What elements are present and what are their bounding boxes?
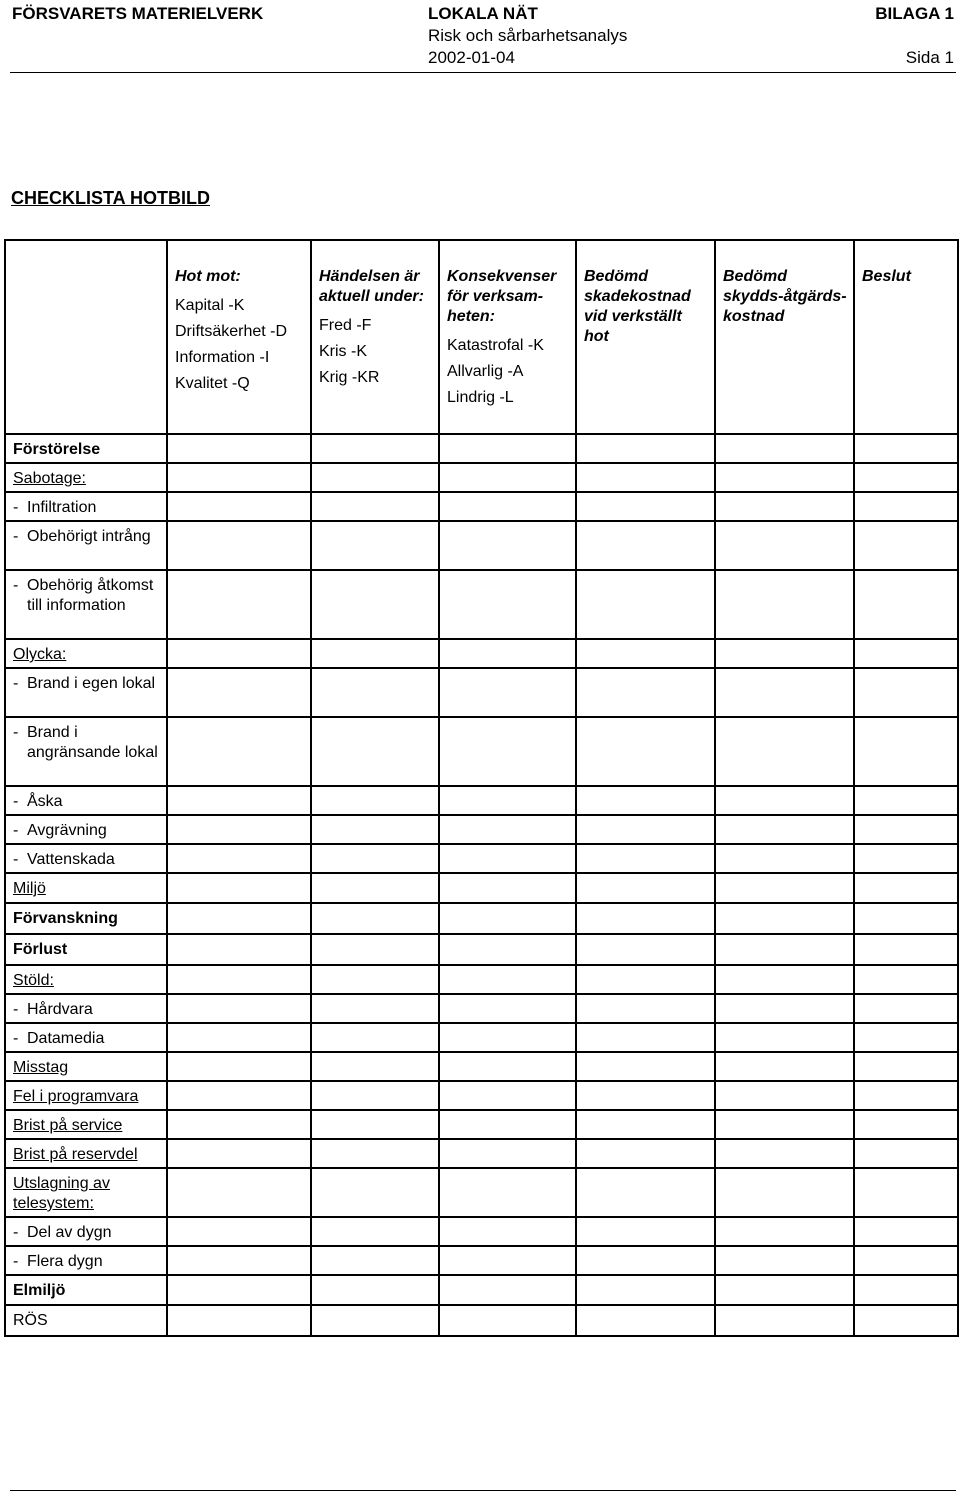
checklist-row [5, 934, 958, 965]
checklist-row [5, 873, 958, 903]
entry-cell-1[interactable] [167, 1246, 311, 1275]
column-header-1 [167, 240, 311, 434]
row-label-cell [5, 1023, 167, 1052]
row-label-cell [5, 844, 167, 873]
entry-cell-1[interactable] [167, 1217, 311, 1246]
row-label: RÖS [13, 1312, 48, 1329]
entry-cell-5[interactable] [715, 844, 854, 873]
entry-cell-5[interactable] [715, 1275, 854, 1305]
row-label-cell [5, 1081, 167, 1110]
entry-cell-3[interactable] [439, 815, 576, 844]
row-label-text: Hårdvara [27, 1001, 93, 1018]
row-label [13, 792, 160, 812]
entry-cell-6[interactable] [854, 1052, 958, 1081]
entry-cell-3[interactable] [439, 521, 576, 570]
entry-cell-3[interactable] [439, 1275, 576, 1305]
entry-cell-2[interactable] [311, 570, 439, 639]
bullet-dash: - [13, 577, 19, 594]
entry-cell-1[interactable] [167, 717, 311, 786]
entry-cell-1[interactable] [167, 934, 311, 965]
checklist-row [5, 434, 958, 463]
entry-cell-5[interactable] [715, 1081, 854, 1110]
checklist-row [5, 844, 958, 873]
entry-cell-6[interactable] [854, 1168, 958, 1217]
entry-cell-4[interactable] [576, 1081, 715, 1110]
row-label [13, 723, 160, 763]
column-header-6 [854, 240, 958, 434]
entry-cell-1[interactable] [167, 492, 311, 521]
entry-cell-6[interactable] [854, 717, 958, 786]
column-option: Allvarlig -A [447, 363, 524, 380]
checklist-row [5, 1305, 958, 1336]
entry-cell-2[interactable] [311, 717, 439, 786]
entry-cell-3[interactable] [439, 844, 576, 873]
column-header-2 [311, 240, 439, 434]
entry-cell-5[interactable] [715, 934, 854, 965]
entry-cell-6[interactable] [854, 434, 958, 463]
header-row [5, 240, 958, 434]
checklist-row [5, 994, 958, 1023]
checklist-row [5, 1139, 958, 1168]
checklist-row [5, 668, 958, 717]
row-label [13, 527, 160, 547]
column-option: Lindrig -L [447, 389, 514, 406]
entry-cell-5[interactable] [715, 463, 854, 492]
entry-cell-2[interactable] [311, 994, 439, 1023]
entry-cell-5[interactable] [715, 717, 854, 786]
entry-cell-3[interactable] [439, 639, 576, 668]
checklist-table [4, 239, 959, 1337]
row-label-text: Datamedia [27, 1030, 105, 1047]
entry-cell-3[interactable] [439, 1305, 576, 1336]
bullet-dash: - [13, 822, 19, 839]
column-option: Driftsäkerhet -D [175, 323, 288, 340]
entry-cell-4[interactable] [576, 844, 715, 873]
row-label-text: Brand i angränsande lokal [27, 724, 158, 761]
entry-cell-2[interactable] [311, 639, 439, 668]
row-label-text: Del av dygn [27, 1224, 112, 1241]
entry-cell-5[interactable] [715, 1023, 854, 1052]
entry-cell-1[interactable] [167, 570, 311, 639]
entry-cell-5[interactable] [715, 639, 854, 668]
row-label [13, 850, 160, 870]
checklist-row [5, 903, 958, 934]
entry-cell-4[interactable] [576, 717, 715, 786]
entry-cell-6[interactable] [854, 1023, 958, 1052]
checklist-row [5, 463, 958, 492]
checklist-row [5, 1275, 958, 1305]
entry-cell-2[interactable] [311, 815, 439, 844]
entry-cell-4[interactable] [576, 934, 715, 965]
entry-cell-4[interactable] [576, 639, 715, 668]
org-name: FÖRSVARETS MATERIELVERK [12, 4, 264, 23]
column-header-3 [439, 240, 576, 434]
entry-cell-5[interactable] [715, 873, 854, 903]
entry-cell-2[interactable] [311, 521, 439, 570]
checklist-row [5, 1246, 958, 1275]
row-label: Miljö [13, 880, 46, 897]
entry-cell-1[interactable] [167, 639, 311, 668]
column-option: Katastrofal -K [447, 337, 544, 354]
row-label: Förstörelse [13, 441, 101, 458]
checklist-row [5, 639, 958, 668]
row-label: Elmiljö [13, 1282, 66, 1299]
entry-cell-4[interactable] [576, 965, 715, 994]
checklist-row [5, 1217, 958, 1246]
entry-cell-6[interactable] [854, 1217, 958, 1246]
row-label: Brist på reservdel [13, 1146, 138, 1163]
entry-cell-4[interactable] [576, 492, 715, 521]
column-header-4 [576, 240, 715, 434]
document-title: LOKALA NÄT [428, 4, 538, 23]
row-label-cell [5, 434, 167, 463]
entry-cell-1[interactable] [167, 434, 311, 463]
entry-cell-5[interactable] [715, 492, 854, 521]
entry-cell-6[interactable] [854, 1275, 958, 1305]
entry-cell-6[interactable] [854, 570, 958, 639]
document-date: 2002-01-04 [428, 48, 515, 67]
entry-cell-2[interactable] [311, 786, 439, 815]
entry-cell-2[interactable] [311, 1052, 439, 1081]
entry-cell-5[interactable] [715, 815, 854, 844]
bullet-dash: - [13, 724, 19, 741]
row-label: Misstag [13, 1059, 69, 1076]
entry-cell-2[interactable] [311, 1275, 439, 1305]
entry-cell-1[interactable] [167, 815, 311, 844]
column-title: Konsekvenser för verksam-heten: [447, 268, 557, 325]
entry-cell-6[interactable] [854, 521, 958, 570]
row-label-cell [5, 873, 167, 903]
row-label-cell [5, 1110, 167, 1139]
entry-cell-6[interactable] [854, 965, 958, 994]
entry-cell-2[interactable] [311, 1023, 439, 1052]
entry-cell-6[interactable] [854, 786, 958, 815]
row-label: Brist på service [13, 1117, 123, 1134]
bullet-dash: - [13, 1001, 19, 1018]
entry-cell-5[interactable] [715, 434, 854, 463]
column-option: Fred -F [319, 317, 372, 334]
entry-cell-1[interactable] [167, 1139, 311, 1168]
entry-cell-1[interactable] [167, 521, 311, 570]
entry-cell-4[interactable] [576, 570, 715, 639]
checklist-row [5, 815, 958, 844]
row-label [13, 1223, 160, 1243]
checklist-row [5, 1168, 958, 1217]
entry-cell-4[interactable] [576, 668, 715, 717]
entry-cell-5[interactable] [715, 1246, 854, 1275]
row-label-cell [5, 786, 167, 815]
entry-cell-3[interactable] [439, 1168, 576, 1217]
header-blank-cell [5, 240, 167, 434]
entry-cell-6[interactable] [854, 873, 958, 903]
checklist-row [5, 570, 958, 639]
entry-cell-3[interactable] [439, 1052, 576, 1081]
row-label-text: Åska [27, 793, 63, 810]
page-number: Sida 1 [905, 48, 954, 67]
entry-cell-3[interactable] [439, 570, 576, 639]
entry-cell-5[interactable] [715, 1052, 854, 1081]
row-label-text: Infiltration [27, 499, 97, 516]
entry-cell-2[interactable] [311, 1246, 439, 1275]
entry-cell-3[interactable] [439, 994, 576, 1023]
bullet-dash: - [13, 1253, 19, 1270]
entry-cell-6[interactable] [854, 1081, 958, 1110]
entry-cell-4[interactable] [576, 1052, 715, 1081]
entry-cell-3[interactable] [439, 1139, 576, 1168]
attachment-label: BILAGA 1 [875, 4, 954, 23]
column-title: Bedömd skadekostnad vid verkställt hot [584, 268, 691, 345]
entry-cell-4[interactable] [576, 1023, 715, 1052]
row-label-cell [5, 1217, 167, 1246]
row-label-cell [5, 934, 167, 965]
entry-cell-2[interactable] [311, 934, 439, 965]
row-label-cell [5, 668, 167, 717]
row-label [13, 576, 160, 616]
entry-cell-6[interactable] [854, 1110, 958, 1139]
bullet-dash: - [13, 1224, 19, 1241]
entry-cell-1[interactable] [167, 1052, 311, 1081]
entry-cell-4[interactable] [576, 434, 715, 463]
row-label: Fel i programvara [13, 1088, 139, 1105]
entry-cell-1[interactable] [167, 786, 311, 815]
column-title: Bedömd skydds-åtgärds-kostnad [723, 268, 847, 325]
header-rule [10, 72, 956, 73]
entry-cell-1[interactable] [167, 994, 311, 1023]
row-label-cell [5, 1305, 167, 1336]
entry-cell-6[interactable] [854, 934, 958, 965]
entry-cell-1[interactable] [167, 1275, 311, 1305]
entry-cell-6[interactable] [854, 492, 958, 521]
entry-cell-4[interactable] [576, 1246, 715, 1275]
checklist-row [5, 492, 958, 521]
entry-cell-4[interactable] [576, 873, 715, 903]
entry-cell-3[interactable] [439, 434, 576, 463]
bullet-dash: - [13, 1030, 19, 1047]
footer-rule [10, 1490, 956, 1491]
entry-cell-6[interactable] [854, 844, 958, 873]
entry-cell-2[interactable] [311, 844, 439, 873]
entry-cell-5[interactable] [715, 521, 854, 570]
row-label [13, 1000, 160, 1020]
entry-cell-2[interactable] [311, 903, 439, 934]
column-option: Kapital -K [175, 297, 245, 314]
row-label-cell [5, 521, 167, 570]
entry-cell-2[interactable] [311, 492, 439, 521]
row-label: Förlust [13, 941, 68, 958]
checklist-row [5, 1081, 958, 1110]
checklist-row [5, 965, 958, 994]
entry-cell-2[interactable] [311, 1305, 439, 1336]
row-label-cell [5, 492, 167, 521]
entry-cell-5[interactable] [715, 1139, 854, 1168]
entry-cell-6[interactable] [854, 1139, 958, 1168]
row-label-cell [5, 815, 167, 844]
entry-cell-5[interactable] [715, 965, 854, 994]
row-label: Stöld: [13, 972, 54, 989]
entry-cell-3[interactable] [439, 717, 576, 786]
entry-cell-6[interactable] [854, 1305, 958, 1336]
entry-cell-1[interactable] [167, 844, 311, 873]
entry-cell-3[interactable] [439, 463, 576, 492]
row-label-text: Obehörigt intrång [27, 528, 151, 545]
row-label-cell [5, 570, 167, 639]
entry-cell-3[interactable] [439, 1217, 576, 1246]
column-title: Händelsen är aktuell under: [319, 268, 424, 305]
bullet-dash: - [13, 499, 19, 516]
bullet-dash: - [13, 851, 19, 868]
entry-cell-2[interactable] [311, 965, 439, 994]
row-label-cell [5, 903, 167, 934]
column-title: Beslut [862, 268, 911, 285]
entry-cell-4[interactable] [576, 1110, 715, 1139]
entry-cell-4[interactable] [576, 1217, 715, 1246]
checklist-row [5, 786, 958, 815]
row-label-cell [5, 639, 167, 668]
entry-cell-2[interactable] [311, 1081, 439, 1110]
row-label [13, 1029, 160, 1049]
row-label-text: Vattenskada [27, 851, 115, 868]
document-subtitle: Risk och sårbarhetsanalys [428, 26, 628, 45]
entry-cell-3[interactable] [439, 1081, 576, 1110]
entry-cell-1[interactable] [167, 1168, 311, 1217]
page-title: CHECKLISTA HOTBILD [11, 188, 210, 208]
entry-cell-5[interactable] [715, 994, 854, 1023]
entry-cell-1[interactable] [167, 873, 311, 903]
row-label-text: Avgrävning [27, 822, 107, 839]
entry-cell-5[interactable] [715, 668, 854, 717]
row-label-cell [5, 1052, 167, 1081]
entry-cell-3[interactable] [439, 903, 576, 934]
row-label-cell [5, 1275, 167, 1305]
entry-cell-2[interactable] [311, 1139, 439, 1168]
entry-cell-4[interactable] [576, 463, 715, 492]
entry-cell-4[interactable] [576, 903, 715, 934]
entry-cell-1[interactable] [167, 1305, 311, 1336]
entry-cell-2[interactable] [311, 434, 439, 463]
column-option: Information -I [175, 349, 270, 366]
row-label: Förvanskning [13, 910, 118, 927]
row-label-text: Obehörig åtkomst till information [27, 577, 154, 614]
column-option: Kvalitet -Q [175, 375, 250, 392]
entry-cell-5[interactable] [715, 1305, 854, 1336]
row-label: Sabotage: [13, 470, 86, 487]
entry-cell-2[interactable] [311, 1217, 439, 1246]
column-option: Kris -K [319, 343, 367, 360]
entry-cell-1[interactable] [167, 1023, 311, 1052]
bullet-dash: - [13, 793, 19, 810]
column-title: Hot mot: [175, 268, 241, 285]
checklist-row [5, 1052, 958, 1081]
entry-cell-1[interactable] [167, 463, 311, 492]
entry-cell-2[interactable] [311, 463, 439, 492]
entry-cell-4[interactable] [576, 1139, 715, 1168]
checklist-row [5, 1023, 958, 1052]
entry-cell-1[interactable] [167, 965, 311, 994]
entry-cell-3[interactable] [439, 1110, 576, 1139]
entry-cell-3[interactable] [439, 873, 576, 903]
entry-cell-6[interactable] [854, 903, 958, 934]
row-label [13, 674, 160, 694]
entry-cell-6[interactable] [854, 463, 958, 492]
entry-cell-4[interactable] [576, 1168, 715, 1217]
row-label: Utslagning av telesystem: [13, 1175, 110, 1212]
row-label-text: Flera dygn [27, 1253, 103, 1270]
entry-cell-3[interactable] [439, 668, 576, 717]
checklist-row [5, 1110, 958, 1139]
entry-cell-5[interactable] [715, 903, 854, 934]
entry-cell-4[interactable] [576, 1305, 715, 1336]
entry-cell-1[interactable] [167, 1110, 311, 1139]
row-label [13, 821, 160, 841]
row-label [13, 498, 160, 518]
entry-cell-5[interactable] [715, 1110, 854, 1139]
row-label-cell [5, 463, 167, 492]
row-label-text: Brand i egen lokal [27, 675, 156, 692]
entry-cell-1[interactable] [167, 1081, 311, 1110]
entry-cell-5[interactable] [715, 1217, 854, 1246]
column-header-5 [715, 240, 854, 434]
row-label [13, 1252, 160, 1272]
entry-cell-3[interactable] [439, 492, 576, 521]
entry-cell-4[interactable] [576, 815, 715, 844]
checklist-row [5, 717, 958, 786]
entry-cell-2[interactable] [311, 873, 439, 903]
row-label-cell [5, 1246, 167, 1275]
row-label-cell [5, 717, 167, 786]
column-option: Krig -KR [319, 369, 380, 386]
entry-cell-6[interactable] [854, 668, 958, 717]
checklist-row [5, 521, 958, 570]
entry-cell-2[interactable] [311, 668, 439, 717]
entry-cell-5[interactable] [715, 570, 854, 639]
entry-cell-4[interactable] [576, 786, 715, 815]
entry-cell-5[interactable] [715, 786, 854, 815]
bullet-dash: - [13, 675, 19, 692]
entry-cell-6[interactable] [854, 639, 958, 668]
row-label-cell [5, 994, 167, 1023]
entry-cell-3[interactable] [439, 965, 576, 994]
entry-cell-6[interactable] [854, 994, 958, 1023]
entry-cell-5[interactable] [715, 1168, 854, 1217]
entry-cell-1[interactable] [167, 668, 311, 717]
entry-cell-2[interactable] [311, 1110, 439, 1139]
entry-cell-3[interactable] [439, 1023, 576, 1052]
entry-cell-6[interactable] [854, 1246, 958, 1275]
row-label-cell [5, 1139, 167, 1168]
entry-cell-6[interactable] [854, 815, 958, 844]
bullet-dash: - [13, 528, 19, 545]
row-label: Olycka: [13, 646, 67, 663]
row-label-cell [5, 965, 167, 994]
entry-cell-4[interactable] [576, 994, 715, 1023]
entry-cell-2[interactable] [311, 1168, 439, 1217]
entry-cell-4[interactable] [576, 1275, 715, 1305]
entry-cell-4[interactable] [576, 521, 715, 570]
entry-cell-1[interactable] [167, 903, 311, 934]
entry-cell-3[interactable] [439, 786, 576, 815]
row-label-cell [5, 1168, 167, 1217]
entry-cell-3[interactable] [439, 934, 576, 965]
entry-cell-3[interactable] [439, 1246, 576, 1275]
